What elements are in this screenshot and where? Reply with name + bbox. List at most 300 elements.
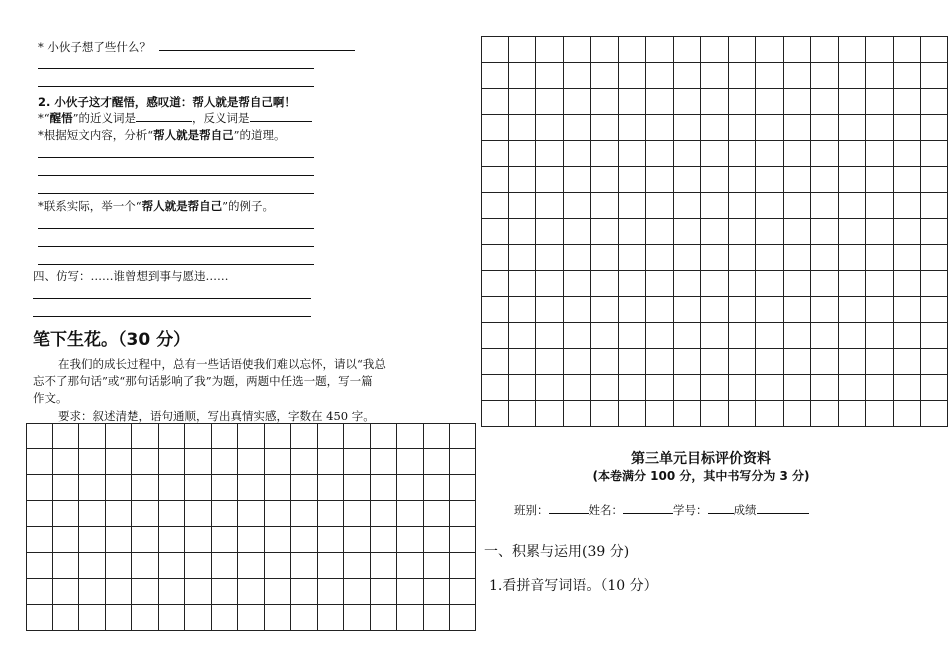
grid-cell[interactable] [811, 270, 839, 297]
grid-cell[interactable] [291, 604, 318, 630]
grid-cell[interactable] [673, 114, 701, 141]
grid-cell[interactable] [646, 218, 674, 245]
grid-cell[interactable] [79, 475, 106, 501]
grid-cell[interactable] [838, 348, 866, 375]
grid-cell[interactable] [158, 449, 185, 475]
grid-cell[interactable] [866, 244, 894, 271]
grid-cell[interactable] [158, 552, 185, 578]
grid-cell[interactable] [646, 36, 674, 63]
grid-cell[interactable] [921, 270, 949, 297]
grid-cell[interactable] [756, 218, 784, 245]
answer-line[interactable] [38, 175, 314, 176]
grid-cell[interactable] [481, 140, 509, 167]
grid-cell[interactable] [701, 36, 729, 63]
grid-cell[interactable] [893, 140, 921, 167]
grid-cell[interactable] [264, 449, 291, 475]
grid-cell[interactable] [838, 374, 866, 401]
grid-cell[interactable] [866, 374, 894, 401]
grid-cell[interactable] [344, 527, 371, 553]
grid-cell[interactable] [701, 192, 729, 219]
grid-cell[interactable] [52, 475, 79, 501]
grid-cell[interactable] [728, 244, 756, 271]
grid-cell[interactable] [317, 501, 344, 527]
answer-line[interactable] [33, 316, 311, 317]
grid-cell[interactable] [158, 423, 185, 449]
grid-cell[interactable] [811, 322, 839, 349]
grid-cell[interactable] [536, 36, 564, 63]
grid-cell[interactable] [26, 604, 53, 630]
grid-cell[interactable] [756, 348, 784, 375]
grid-cell[interactable] [79, 552, 106, 578]
grid-cell[interactable] [563, 62, 591, 89]
grid-cell[interactable] [536, 374, 564, 401]
grid-cell[interactable] [673, 140, 701, 167]
grid-cell[interactable] [536, 400, 564, 427]
grid-cell[interactable] [618, 296, 646, 323]
grid-cell[interactable] [591, 374, 619, 401]
grid-cell[interactable] [450, 604, 477, 630]
grid-cell[interactable] [701, 348, 729, 375]
grid-cell[interactable] [728, 270, 756, 297]
grid-cell[interactable] [838, 322, 866, 349]
grid-cell[interactable] [481, 36, 509, 63]
grid-cell[interactable] [893, 244, 921, 271]
grid-cell[interactable] [838, 166, 866, 193]
grid-cell[interactable] [132, 604, 159, 630]
grid-cell[interactable] [344, 604, 371, 630]
grid-cell[interactable] [508, 218, 536, 245]
grid-cell[interactable] [893, 114, 921, 141]
grid-cell[interactable] [79, 604, 106, 630]
grid-cell[interactable] [105, 527, 132, 553]
grid-cell[interactable] [291, 501, 318, 527]
grid-cell[interactable] [238, 578, 265, 604]
grid-cell[interactable] [866, 192, 894, 219]
grid-cell[interactable] [591, 400, 619, 427]
grid-cell[interactable] [563, 114, 591, 141]
grid-cell[interactable] [450, 475, 477, 501]
grid-cell[interactable] [563, 374, 591, 401]
grid-cell[interactable] [105, 449, 132, 475]
grid-cell[interactable] [921, 348, 949, 375]
grid-cell[interactable] [646, 140, 674, 167]
grid-cell[interactable] [423, 552, 450, 578]
grid-cell[interactable] [481, 296, 509, 323]
grid-cell[interactable] [344, 501, 371, 527]
grid-cell[interactable] [646, 296, 674, 323]
grid-cell[interactable] [618, 348, 646, 375]
grid-cell[interactable] [921, 114, 949, 141]
grid-cell[interactable] [618, 36, 646, 63]
grid-cell[interactable] [26, 475, 53, 501]
class-field[interactable] [549, 502, 589, 514]
grid-cell[interactable] [52, 449, 79, 475]
grid-cell[interactable] [536, 296, 564, 323]
grid-cell[interactable] [673, 36, 701, 63]
grid-cell[interactable] [673, 244, 701, 271]
answer-line[interactable] [33, 298, 311, 299]
grid-cell[interactable] [756, 322, 784, 349]
grid-cell[interactable] [563, 36, 591, 63]
grid-cell[interactable] [238, 501, 265, 527]
grid-cell[interactable] [344, 449, 371, 475]
grid-cell[interactable] [756, 114, 784, 141]
grid-cell[interactable] [921, 192, 949, 219]
grid-cell[interactable] [132, 501, 159, 527]
grid-cell[interactable] [921, 400, 949, 427]
grid-cell[interactable] [673, 296, 701, 323]
grid-cell[interactable] [756, 374, 784, 401]
grid-cell[interactable] [756, 88, 784, 115]
grid-cell[interactable] [26, 527, 53, 553]
grid-cell[interactable] [317, 604, 344, 630]
grid-cell[interactable] [866, 270, 894, 297]
grid-cell[interactable] [838, 88, 866, 115]
grid-cell[interactable] [185, 501, 212, 527]
grid-cell[interactable] [756, 400, 784, 427]
grid-cell[interactable] [701, 374, 729, 401]
grid-cell[interactable] [756, 140, 784, 167]
grid-cell[interactable] [317, 578, 344, 604]
grid-cell[interactable] [211, 501, 238, 527]
grid-cell[interactable] [536, 322, 564, 349]
grid-cell[interactable] [185, 578, 212, 604]
grid-cell[interactable] [211, 604, 238, 630]
grid-cell[interactable] [646, 400, 674, 427]
grid-cell[interactable] [783, 62, 811, 89]
grid-cell[interactable] [783, 348, 811, 375]
grid-cell[interactable] [591, 348, 619, 375]
grid-cell[interactable] [264, 552, 291, 578]
grid-cell[interactable] [618, 400, 646, 427]
grid-cell[interactable] [701, 270, 729, 297]
answer-line[interactable] [38, 228, 314, 229]
grid-cell[interactable] [783, 36, 811, 63]
grid-cell[interactable] [728, 88, 756, 115]
grid-cell[interactable] [756, 166, 784, 193]
grid-cell[interactable] [591, 88, 619, 115]
answer-line[interactable] [38, 68, 314, 69]
grid-cell[interactable] [105, 552, 132, 578]
grid-cell[interactable] [893, 218, 921, 245]
grid-cell[interactable] [264, 501, 291, 527]
grid-cell[interactable] [238, 449, 265, 475]
grid-cell[interactable] [756, 36, 784, 63]
answer-blank[interactable] [159, 39, 355, 51]
grid-cell[interactable] [238, 604, 265, 630]
grid-cell[interactable] [158, 604, 185, 630]
grid-cell[interactable] [866, 62, 894, 89]
antonym-blank[interactable] [250, 110, 312, 122]
grid-cell[interactable] [811, 296, 839, 323]
grid-cell[interactable] [728, 166, 756, 193]
grid-cell[interactable] [701, 140, 729, 167]
grid-cell[interactable] [618, 140, 646, 167]
grid-cell[interactable] [921, 36, 949, 63]
grid-cell[interactable] [728, 374, 756, 401]
grid-cell[interactable] [921, 140, 949, 167]
answer-line[interactable] [38, 264, 314, 265]
synonym-blank[interactable] [136, 110, 192, 122]
grid-cell[interactable] [701, 88, 729, 115]
grid-cell[interactable] [508, 166, 536, 193]
grid-cell[interactable] [783, 218, 811, 245]
grid-cell[interactable] [317, 449, 344, 475]
grid-cell[interactable] [264, 423, 291, 449]
grid-cell[interactable] [536, 88, 564, 115]
grid-cell[interactable] [591, 244, 619, 271]
grid-cell[interactable] [291, 475, 318, 501]
grid-cell[interactable] [866, 348, 894, 375]
name-field[interactable] [623, 502, 673, 514]
grid-cell[interactable] [728, 192, 756, 219]
grid-cell[interactable] [536, 218, 564, 245]
grid-cell[interactable] [728, 218, 756, 245]
grid-cell[interactable] [397, 604, 424, 630]
grid-cell[interactable] [756, 62, 784, 89]
grid-cell[interactable] [508, 88, 536, 115]
grid-cell[interactable] [508, 62, 536, 89]
grid-cell[interactable] [756, 270, 784, 297]
grid-cell[interactable] [563, 218, 591, 245]
grid-cell[interactable] [646, 192, 674, 219]
grid-cell[interactable] [756, 296, 784, 323]
grid-cell[interactable] [673, 322, 701, 349]
grid-cell[interactable] [673, 62, 701, 89]
grid-cell[interactable] [646, 374, 674, 401]
grid-cell[interactable] [291, 527, 318, 553]
grid-cell[interactable] [397, 423, 424, 449]
grid-cell[interactable] [893, 192, 921, 219]
grid-cell[interactable] [646, 88, 674, 115]
grid-cell[interactable] [921, 322, 949, 349]
grid-cell[interactable] [673, 374, 701, 401]
grid-cell[interactable] [370, 501, 397, 527]
grid-cell[interactable] [866, 400, 894, 427]
grid-cell[interactable] [783, 400, 811, 427]
grid-cell[interactable] [450, 552, 477, 578]
grid-cell[interactable] [291, 578, 318, 604]
grid-cell[interactable] [481, 322, 509, 349]
grid-cell[interactable] [185, 449, 212, 475]
grid-cell[interactable] [893, 348, 921, 375]
grid-cell[interactable] [591, 36, 619, 63]
grid-cell[interactable] [866, 36, 894, 63]
grid-cell[interactable] [783, 140, 811, 167]
grid-cell[interactable] [811, 374, 839, 401]
grid-cell[interactable] [52, 501, 79, 527]
grid-cell[interactable] [673, 348, 701, 375]
grid-cell[interactable] [811, 166, 839, 193]
grid-cell[interactable] [783, 270, 811, 297]
grid-cell[interactable] [673, 270, 701, 297]
answer-line[interactable] [38, 193, 314, 194]
grid-cell[interactable] [838, 36, 866, 63]
grid-cell[interactable] [344, 423, 371, 449]
grid-cell[interactable] [211, 475, 238, 501]
grid-cell[interactable] [563, 244, 591, 271]
grid-cell[interactable] [52, 552, 79, 578]
grid-cell[interactable] [264, 527, 291, 553]
grid-cell[interactable] [646, 166, 674, 193]
grid-cell[interactable] [508, 322, 536, 349]
grid-cell[interactable] [618, 270, 646, 297]
grid-cell[interactable] [26, 449, 53, 475]
grid-cell[interactable] [701, 296, 729, 323]
grid-cell[interactable] [866, 88, 894, 115]
grid-cell[interactable] [481, 88, 509, 115]
grid-cell[interactable] [238, 527, 265, 553]
grid-cell[interactable] [370, 475, 397, 501]
grid-cell[interactable] [536, 348, 564, 375]
grid-cell[interactable] [866, 218, 894, 245]
grid-cell[interactable] [79, 527, 106, 553]
grid-cell[interactable] [811, 88, 839, 115]
grid-cell[interactable] [79, 501, 106, 527]
grid-cell[interactable] [132, 527, 159, 553]
grid-cell[interactable] [728, 348, 756, 375]
grid-cell[interactable] [728, 322, 756, 349]
grid-cell[interactable] [370, 423, 397, 449]
grid-cell[interactable] [893, 36, 921, 63]
grid-cell[interactable] [591, 62, 619, 89]
grid-cell[interactable] [158, 475, 185, 501]
grid-cell[interactable] [158, 501, 185, 527]
grid-cell[interactable] [423, 604, 450, 630]
grid-cell[interactable] [211, 423, 238, 449]
composition-writing-grid[interactable] [26, 423, 476, 630]
grid-cell[interactable] [105, 578, 132, 604]
grid-cell[interactable] [893, 400, 921, 427]
grid-cell[interactable] [866, 296, 894, 323]
grid-cell[interactable] [921, 374, 949, 401]
grid-cell[interactable] [450, 578, 477, 604]
grid-cell[interactable] [783, 296, 811, 323]
grid-cell[interactable] [185, 423, 212, 449]
grid-cell[interactable] [317, 475, 344, 501]
grid-cell[interactable] [591, 270, 619, 297]
grid-cell[interactable] [211, 552, 238, 578]
grid-cell[interactable] [728, 400, 756, 427]
grid-cell[interactable] [728, 36, 756, 63]
grid-cell[interactable] [563, 166, 591, 193]
grid-cell[interactable] [450, 423, 477, 449]
grid-cell[interactable] [317, 527, 344, 553]
grid-cell[interactable] [646, 62, 674, 89]
grid-cell[interactable] [618, 218, 646, 245]
grid-cell[interactable] [317, 552, 344, 578]
grid-cell[interactable] [866, 114, 894, 141]
grid-cell[interactable] [79, 578, 106, 604]
grid-cell[interactable] [238, 475, 265, 501]
grid-cell[interactable] [105, 475, 132, 501]
grid-cell[interactable] [838, 140, 866, 167]
grid-cell[interactable] [508, 374, 536, 401]
grid-cell[interactable] [618, 114, 646, 141]
grid-cell[interactable] [52, 423, 79, 449]
grid-cell[interactable] [563, 348, 591, 375]
grid-cell[interactable] [423, 578, 450, 604]
grid-cell[interactable] [893, 374, 921, 401]
grid-cell[interactable] [508, 348, 536, 375]
grid-cell[interactable] [26, 552, 53, 578]
grid-cell[interactable] [211, 578, 238, 604]
grid-cell[interactable] [701, 244, 729, 271]
grid-cell[interactable] [701, 322, 729, 349]
grid-cell[interactable] [646, 348, 674, 375]
score-field[interactable] [757, 502, 809, 514]
grid-cell[interactable] [481, 244, 509, 271]
grid-cell[interactable] [536, 140, 564, 167]
grid-cell[interactable] [423, 423, 450, 449]
grid-cell[interactable] [811, 400, 839, 427]
grid-cell[interactable] [563, 140, 591, 167]
grid-cell[interactable] [423, 501, 450, 527]
grid-cell[interactable] [756, 244, 784, 271]
grid-cell[interactable] [508, 296, 536, 323]
grid-cell[interactable] [591, 192, 619, 219]
grid-cell[interactable] [838, 270, 866, 297]
grid-cell[interactable] [756, 192, 784, 219]
grid-cell[interactable] [563, 296, 591, 323]
grid-cell[interactable] [701, 166, 729, 193]
grid-cell[interactable] [673, 88, 701, 115]
grid-cell[interactable] [673, 192, 701, 219]
grid-cell[interactable] [591, 218, 619, 245]
grid-cell[interactable] [423, 475, 450, 501]
grid-cell[interactable] [701, 62, 729, 89]
grid-cell[interactable] [481, 218, 509, 245]
grid-cell[interactable] [783, 166, 811, 193]
grid-cell[interactable] [838, 244, 866, 271]
grid-cell[interactable] [344, 552, 371, 578]
grid-cell[interactable] [783, 244, 811, 271]
grid-cell[interactable] [397, 552, 424, 578]
grid-cell[interactable] [591, 296, 619, 323]
grid-cell[interactable] [264, 604, 291, 630]
grid-cell[interactable] [370, 552, 397, 578]
grid-cell[interactable] [370, 604, 397, 630]
grid-cell[interactable] [811, 192, 839, 219]
grid-cell[interactable] [158, 578, 185, 604]
number-field[interactable] [708, 502, 734, 514]
grid-cell[interactable] [264, 475, 291, 501]
grid-cell[interactable] [866, 322, 894, 349]
grid-cell[interactable] [728, 62, 756, 89]
grid-cell[interactable] [238, 552, 265, 578]
grid-cell[interactable] [481, 348, 509, 375]
grid-cell[interactable] [536, 62, 564, 89]
grid-cell[interactable] [450, 449, 477, 475]
grid-cell[interactable] [591, 114, 619, 141]
grid-cell[interactable] [673, 400, 701, 427]
grid-cell[interactable] [52, 527, 79, 553]
grid-cell[interactable] [481, 270, 509, 297]
grid-cell[interactable] [132, 552, 159, 578]
grid-cell[interactable] [79, 449, 106, 475]
grid-cell[interactable] [673, 166, 701, 193]
grid-cell[interactable] [344, 578, 371, 604]
grid-cell[interactable] [211, 449, 238, 475]
grid-cell[interactable] [397, 501, 424, 527]
grid-cell[interactable] [317, 423, 344, 449]
grid-cell[interactable] [563, 322, 591, 349]
grid-cell[interactable] [238, 423, 265, 449]
grid-cell[interactable] [728, 114, 756, 141]
grid-cell[interactable] [536, 244, 564, 271]
grid-cell[interactable] [811, 348, 839, 375]
grid-cell[interactable] [185, 475, 212, 501]
